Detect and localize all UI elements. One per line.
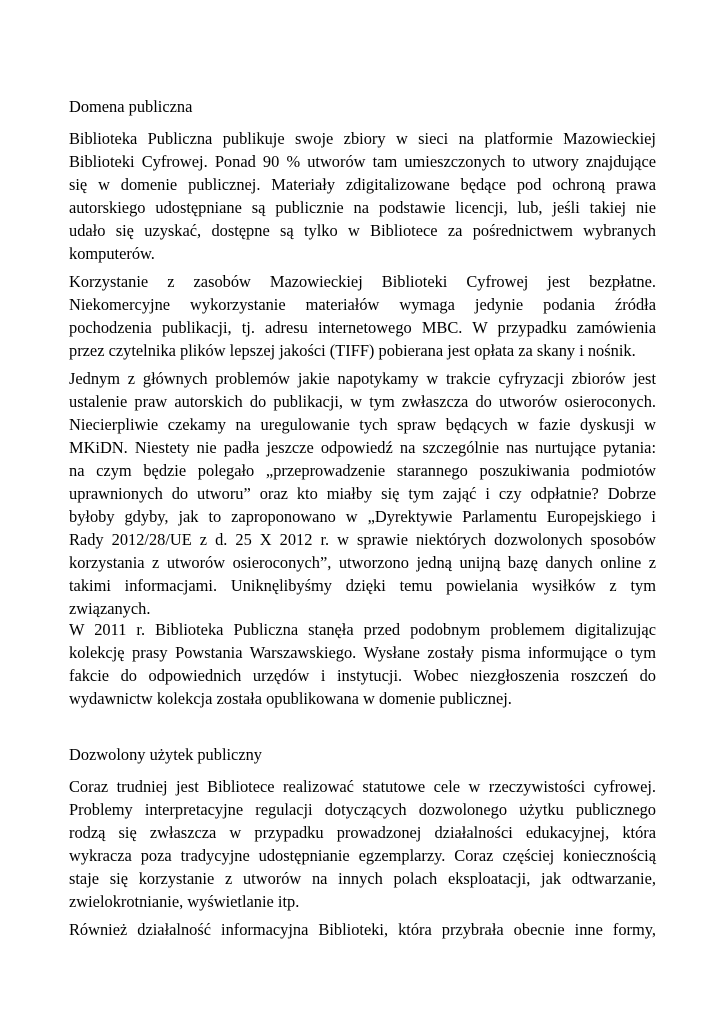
text-line: Problemy interpretacyjne regulacji dotyczących dozwolonego użytku publicznego — [69, 800, 656, 819]
text-line: staje się korzystanie z utworów na innych polach eksploatacji, jak odtwarzanie, — [69, 869, 656, 888]
text-line: wykracza poza tradycyjne udostępnianie egzemplarzy. Coraz częściej koniecznością — [69, 846, 656, 865]
text-line: komputerów. — [69, 244, 155, 263]
text-line: związanych. — [69, 599, 151, 618]
text-line: pochodzenia publikacji, tj. adresu internetowego MBC. W przypadku zamówienia — [69, 318, 656, 337]
text-line: Korzystanie z zasobów Mazowieckiej Biblioteki Cyfrowej jest bezpłatne. — [69, 272, 656, 291]
text-line: się w domenie publicznej. Materiały zdigitalizowane będące pod ochroną prawa — [69, 175, 656, 194]
section-heading-dozwolony-uzytek: Dozwolony użytek publiczny — [69, 745, 262, 764]
text-line: Niecierpliwie czekamy na uregulowanie tych spraw będących w fazie dyskusji w — [69, 415, 656, 434]
text-line: Również działalność informacyjna Biblioteki, która przybrała obecnie inne formy, — [69, 920, 656, 939]
text-line: takimi informacjami. Uniknęlibyśmy dzięki temu powielania wysiłków z tym — [69, 576, 656, 595]
text-line: Rady 2012/28/UE z d. 25 X 2012 r. w sprawie niektórych dozwolonych sposobów — [69, 530, 656, 549]
text-line: kolekcję prasy Powstania Warszawskiego. Wysłane zostały pisma informujące o tym — [69, 643, 656, 662]
text-line: ustalenie praw autorskich do publikacji, w tym zwłaszcza do utworów osieroconych. — [69, 392, 656, 411]
text-line: uprawnionych do utworu” oraz kto miałby się tym zająć i czy odpłatnie? Dobrze — [69, 484, 656, 503]
section-heading-domena-publiczna: Domena publiczna — [69, 97, 193, 116]
text-line: autorskiego udostępniane są publicznie na podstawie licencji, lub, jeśli takiej nie — [69, 198, 656, 217]
text-line: zwielokrotnianie, wyświetlanie itp. — [69, 892, 300, 911]
text-line: Coraz trudniej jest Bibliotece realizować statutowe cele w rzeczywistości cyfrowej. — [69, 777, 656, 796]
text-line: na czym będzie polegało „przeprowadzenie starannego poszukiwania podmiotów — [69, 461, 656, 480]
text-line: rodzą się zwłaszcza w przypadku prowadzonej działalności edukacyjnej, która — [69, 823, 656, 842]
text-line: W 2011 r. Biblioteka Publiczna stanęła przed podobnym problemem digitalizując — [69, 620, 656, 639]
text-line: przez czytelnika plików lepszej jakości (TIFF) pobierana jest opłata za skany i nośnik. — [69, 341, 636, 360]
text-line: Biblioteki Cyfrowej. Ponad 90 % utworów tam umieszczonych to utwory znajdujące — [69, 152, 656, 171]
text-line: Jednym z głównych problemów jakie napotykamy w trakcie cyfryzacji zbiorów jest — [69, 369, 656, 388]
text-line: MKiDN. Niestety nie padła jeszcze odpowiedź na szczególnie nas nurtujące pytania: — [69, 438, 656, 457]
text-line: byłoby gdyby, jak to zaproponowano w „Dyrektywie Parlamentu Europejskiego i — [69, 507, 656, 526]
text-line: fakcie do odpowiednich urzędów i instytucji. Wobec niezgłoszenia roszczeń do — [69, 666, 656, 685]
text-line: Biblioteka Publiczna publikuje swoje zbiory w sieci na platformie Mazowieckiej — [69, 129, 656, 148]
text-line: wydawnictw kolekcja została opublikowana w domenie publicznej. — [69, 689, 512, 708]
text-line: korzystania z utworów osieroconych”, utworzono jedną unijną bazę danych online z — [69, 553, 656, 572]
text-line: udało się uzyskać, dostępne są tylko w Bibliotece za pośrednictwem wybranych — [69, 221, 656, 240]
text-line: Niekomercyjne wykorzystanie materiałów wymaga jedynie podania źródła — [69, 295, 656, 314]
